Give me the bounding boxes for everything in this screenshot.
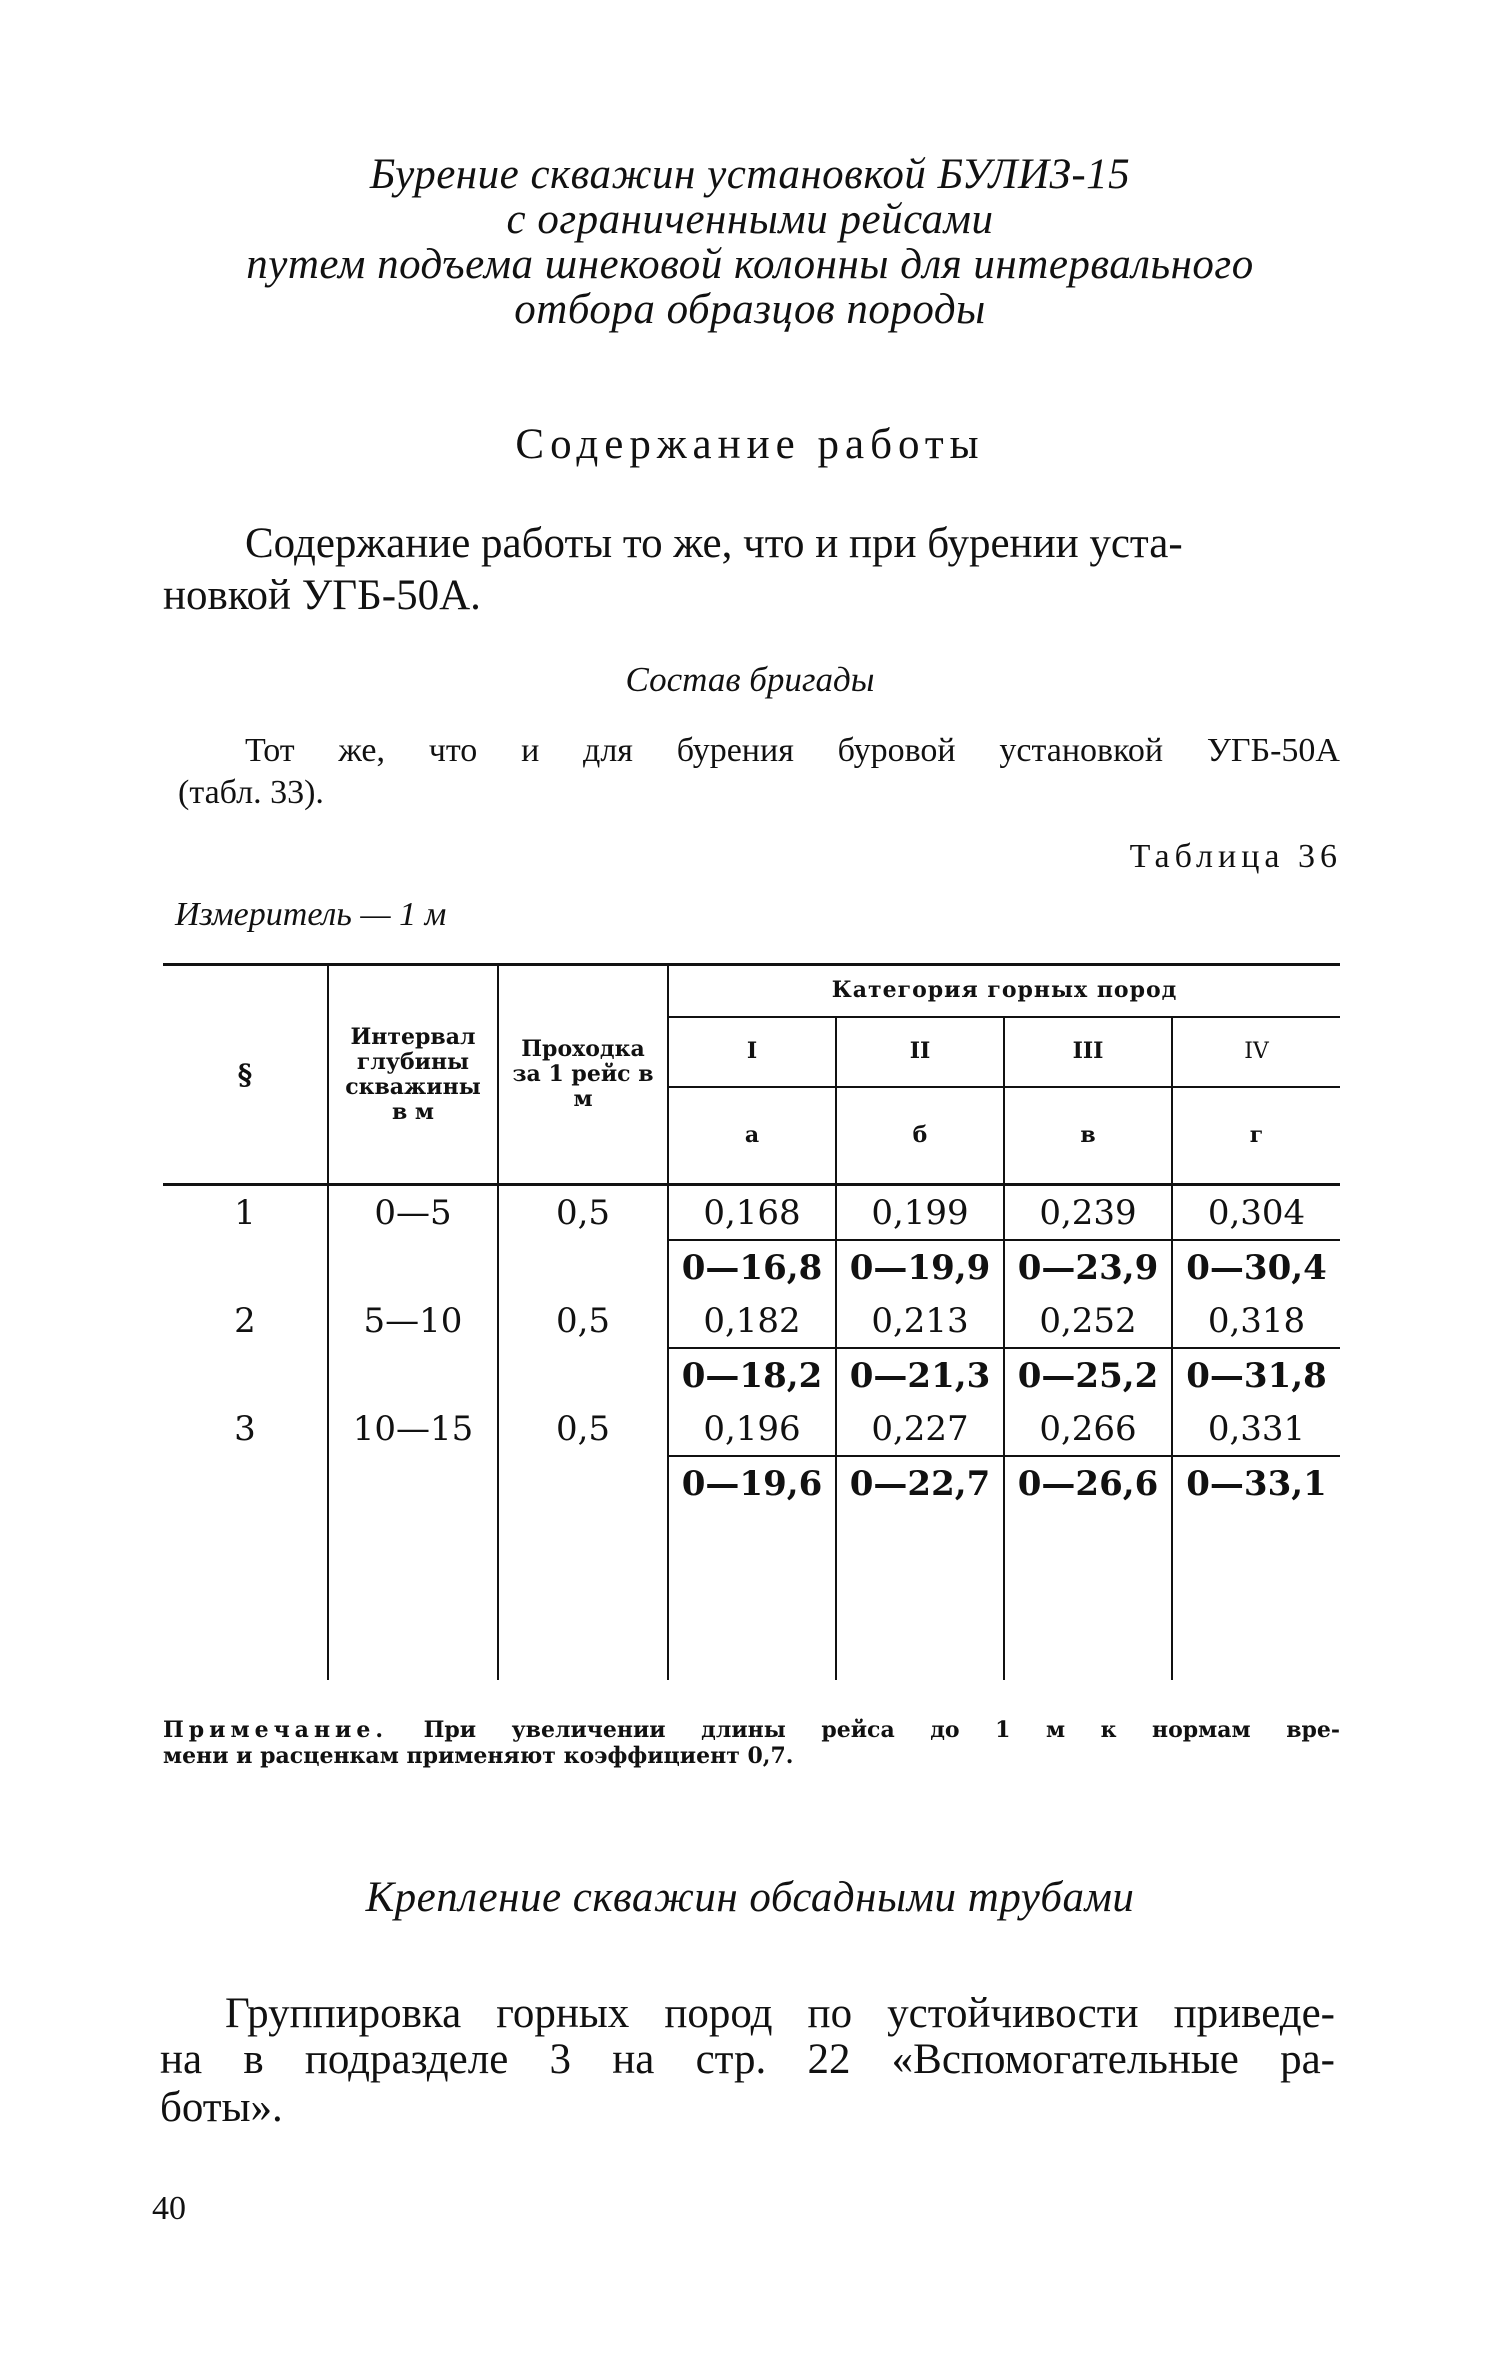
row-2-rate-i: 0—18,2 (668, 1348, 836, 1402)
row-3-norm-ii: 0,227 (836, 1402, 1004, 1456)
row-1-norm-iv: 0,304 (1172, 1185, 1340, 1241)
row-3-num: 3 (163, 1402, 328, 1456)
row-1-rate-i: 0—16,8 (668, 1240, 836, 1294)
header-letter-g: г (1172, 1087, 1340, 1185)
row-2-num: 2 (163, 1294, 328, 1348)
norms-table (163, 963, 1340, 1680)
row-3-interval: 10—15 (328, 1402, 498, 1456)
title-line-4: отбора образцов породы (514, 286, 986, 333)
row-2-advance: 0,5 (498, 1294, 668, 1348)
row-3-rate-iii: 0—26,6 (1004, 1456, 1172, 1510)
row-1-advance: 0,5 (498, 1185, 668, 1241)
row-1-interval: 0—5 (328, 1185, 498, 1241)
crew-text-line-2: (табл. 33). (178, 774, 324, 811)
row-3-norm-i: 0,196 (668, 1402, 836, 1456)
row-1-norm-i: 0,168 (668, 1185, 836, 1241)
row-2-interval: 5—10 (328, 1294, 498, 1348)
section-text-line-1: Содержание работы то же, что и при бурении уста- (245, 520, 1183, 567)
row-1-norm-iii: 0,239 (1004, 1185, 1172, 1241)
note-line-1 (163, 1718, 1340, 1742)
header-letter-b: б (836, 1087, 1004, 1185)
crew-heading: Состав бригады (625, 660, 875, 699)
row-2-norm-ii: 0,213 (836, 1294, 1004, 1348)
title-line-1: Бурение скважин установкой БУЛИЗ-15 (369, 151, 1131, 198)
row-3-norm-iii: 0,266 (1004, 1402, 1172, 1456)
header-category-i: I (668, 1017, 836, 1087)
row-3-norm-iv: 0,331 (1172, 1402, 1340, 1456)
row-1-rate-iii: 0—23,9 (1004, 1240, 1172, 1294)
row-1-norm-ii: 0,199 (836, 1185, 1004, 1241)
table-label: Таблица 36 (1129, 838, 1342, 875)
header-category-ii: II (836, 1017, 1004, 1087)
row-1-rate-ii: 0—19,9 (836, 1240, 1004, 1294)
row-3-advance: 0,5 (498, 1402, 668, 1456)
note-line-2: мени и расценкам применяют коэффициент 0,7. (163, 1743, 794, 1769)
header-category-iv: IV (1172, 1017, 1340, 1087)
casing-text-line-1: Группировка горных пород по устойчивости приведе- (225, 1990, 1335, 2037)
casing-text-line-3: боты». (160, 2084, 283, 2131)
casing-text-line-2: на в подразделе 3 на стр. 22 «Вспомогательные ра- (160, 2036, 1335, 2083)
row-2-norm-iv: 0,318 (1172, 1294, 1340, 1348)
section-text-line-2: новкой УГБ-50А. (163, 572, 481, 619)
row-3-rate-i: 0—19,6 (668, 1456, 836, 1510)
row-2-rate-iv: 0—31,8 (1186, 1355, 1327, 1396)
row-1-rate-iv: 0—30,4 (1186, 1247, 1327, 1288)
header-category-iii: III (1004, 1017, 1172, 1087)
unit-label: Измеритель — 1 м (175, 896, 447, 933)
casing-heading: Крепление скважин обсадными трубами (365, 1874, 1135, 1921)
note-label: Примечание. (163, 1717, 389, 1743)
row-1-num: 1 (163, 1185, 328, 1241)
header-category: Категория горных пород (668, 965, 1340, 1017)
row-3-rate-ii: 0—22,7 (836, 1456, 1004, 1510)
row-2-rate-iii: 0—25,2 (1004, 1348, 1172, 1402)
header-section: § (163, 965, 328, 1185)
title-line-3: путем подъема шнековой колонны для интервального (246, 241, 1254, 288)
row-2-rate-ii: 0—21,3 (836, 1348, 1004, 1402)
note-text-1: При увеличении длины рейса до 1 м к нормам вре- (423, 1717, 1340, 1743)
header-interval: Интервал глубины скважины в м (328, 965, 498, 1185)
title-line-2: с ограниченными рейсами (506, 196, 994, 243)
row-2-norm-iii: 0,252 (1004, 1294, 1172, 1348)
section-heading: Содержание работы (515, 421, 985, 468)
crew-text-line-1: Тот же, что и для бурения буровой установкой УГБ-50А (245, 732, 1340, 769)
header-letter-v: в (1004, 1087, 1172, 1185)
header-advance: Проходка за 1 рейс в м (498, 965, 668, 1185)
page-number: 40 (152, 2190, 186, 2227)
header-letter-a: а (668, 1087, 836, 1185)
row-2-norm-i: 0,182 (668, 1294, 836, 1348)
row-3-rate-iv: 0—33,1 (1186, 1463, 1327, 1504)
